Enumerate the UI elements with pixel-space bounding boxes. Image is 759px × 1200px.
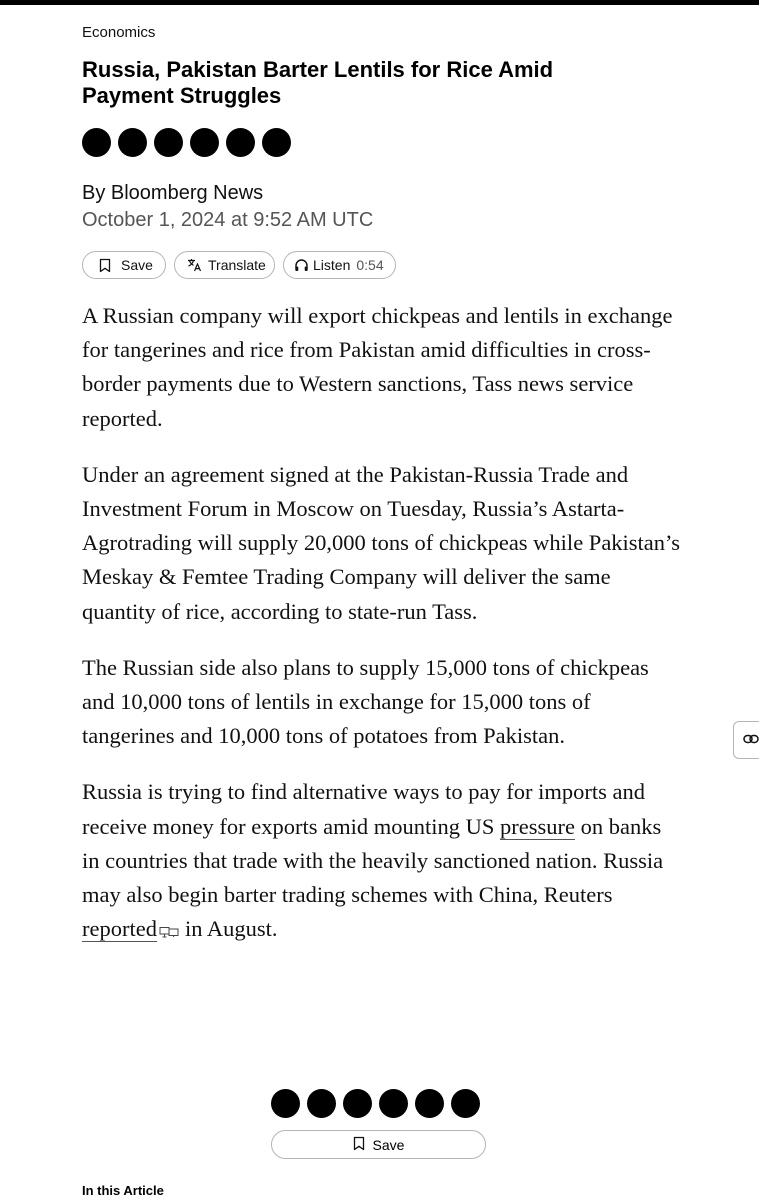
bottom-save-button[interactable] — [271, 1130, 486, 1159]
in-this-article-heading: In this Article — [82, 1183, 164, 1198]
paragraph-1: A Russian company will export chickpeas and lentils in exchange for tangerines and rice from Pakistan amid difficulties in cross-border payments due to Western sanctions, Tass news service reported. — [82, 303, 673, 431]
paragraph-2: Under an agreement signed at the Pakistan-Russia Trade and Investment Forum in Moscow on Tuesday, Russia’s Astarta-Agrotrading will supply 20,000 tons of chickpeas while Pakistan’s Meskay & Femtee Trading Company will deliver the same quantity of rice, according to state-run Tass. — [82, 461, 681, 624]
bottom-save-label: Save — [372, 1136, 405, 1153]
paragraph-4 — [82, 775, 682, 948]
article-actions — [82, 251, 396, 279]
bottom-share-icon-4[interactable] — [379, 1089, 408, 1118]
listen-button[interactable] — [283, 251, 396, 279]
listen-label: Listen — [313, 257, 351, 273]
byline: By Bloomberg News — [82, 182, 264, 204]
publish-date: October 1, 2024 at 9:52 AM UTC — [82, 209, 374, 231]
share-icon-1[interactable] — [82, 128, 111, 157]
paragraph-4-text-c: in August. — [184, 916, 278, 942]
bottom-share-icon-3[interactable] — [343, 1089, 372, 1118]
listen-duration: 0:54 — [356, 257, 384, 273]
paragraph-4-text-a: Russia is trying to find alternative ways to pay for imports and receive money for exports amid mounting US — [82, 779, 646, 839]
share-icon-4[interactable] — [190, 128, 219, 157]
bottom-share-icon-1[interactable] — [271, 1089, 300, 1118]
copy-link-button[interactable] — [733, 721, 759, 759]
share-row — [82, 128, 291, 157]
share-icon-6[interactable] — [262, 128, 291, 157]
translate-button[interactable] — [174, 251, 275, 279]
paragraph-4-text-b: on banks in countries that trade with the heavily sanctioned nation. Russia may also begin barter trading schemes with China, Reuters — [82, 813, 664, 908]
save-button[interactable] — [82, 251, 166, 279]
pressure-link[interactable]: pressure — [500, 813, 576, 839]
link-icon — [743, 731, 759, 749]
bookmark-icon — [353, 1136, 365, 1154]
top-bar — [0, 0, 759, 5]
bottom-share-row — [271, 1089, 480, 1118]
reported-link[interactable]: reported — [82, 916, 157, 942]
bookmark-icon — [99, 258, 111, 273]
category-label[interactable]: Economics — [82, 24, 156, 41]
external-link-icon — [159, 914, 179, 948]
translate-icon — [187, 258, 202, 272]
translate-label: Translate — [208, 257, 266, 273]
share-icon-2[interactable] — [118, 128, 147, 157]
headline: Russia, Pakistan Barter Lentils for Rice Amid Payment Struggles — [82, 57, 554, 108]
share-icon-3[interactable] — [154, 128, 183, 157]
bottom-share-icon-6[interactable] — [451, 1089, 480, 1118]
share-icon-5[interactable] — [226, 128, 255, 157]
bottom-share-icon-5[interactable] — [415, 1089, 444, 1118]
paragraph-3: The Russian side also plans to supply 15,000 tons of chickpeas and 10,000 tons of lentils in exchange for 15,000 tons of tangerines and 10,000 tons of potatoes from Pakistan. — [82, 654, 649, 749]
bottom-share-icon-2[interactable] — [307, 1089, 336, 1118]
headphones-icon — [294, 258, 309, 272]
article-body — [82, 299, 682, 970]
save-label: Save — [121, 257, 153, 273]
